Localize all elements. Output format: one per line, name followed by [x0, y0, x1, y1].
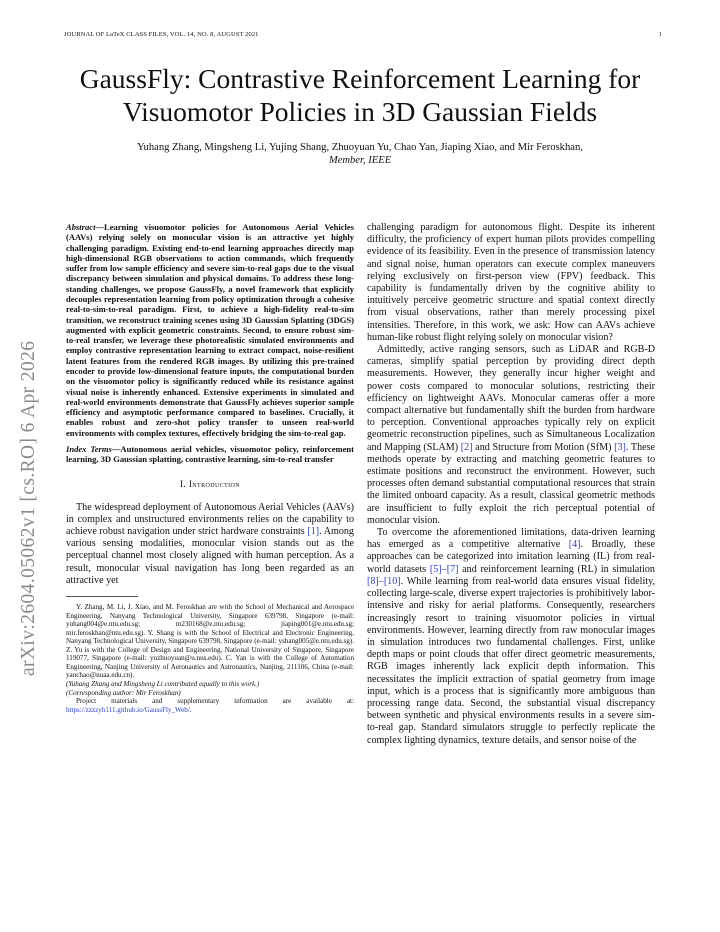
running-header — [64, 31, 662, 38]
author-names: Yuhang Zhang, Mingsheng Li, Yujing Shang, Zhuoyuan Yu, Chao Yan, Jiaping Xiao, and Mir Feroskhan, — [137, 142, 583, 153]
author-block — [40, 141, 680, 167]
index-terms — [66, 444, 354, 465]
footnote-divider — [66, 596, 138, 597]
journal-line: JOURNAL OF LaTeX CLASS FILES, VOL. 14, NO. 8, AUGUST 2021 — [64, 31, 259, 38]
index-terms-label: Index Terms — [66, 443, 112, 454]
affiliation-footnote — [66, 603, 354, 714]
citation-link[interactable]: [1] — [307, 526, 320, 538]
text-run: . — [189, 705, 192, 714]
paper-title: GaussFly: Contrastive Reinforcement Learning for Visuomotor Policies in 3D Gaussian Fields — [79, 63, 641, 127]
project-url-link[interactable]: https://zzzzyh111.github.io/GaussFly_Web/ — [66, 705, 190, 714]
index-terms-text: —Autonomous aerial vehicles, visuomotor policy, reinforcement learning, 3D Gaussian splatting, contrastive learning, sim-to-real transfer — [66, 443, 355, 465]
arxiv-stamp: arXiv:2604.05062v1 [cs.RO] 6 Apr 2026 — [18, 340, 39, 676]
text-run: . Broadly, these approaches can be categorized into imitation learning (IL) from real-world datasets — [367, 539, 656, 575]
right-column — [367, 222, 655, 747]
intro-paragraph-3 — [367, 527, 655, 747]
citation-link[interactable]: [4] — [568, 539, 581, 551]
text-run: To overcome the aforementioned limitations, data-driven learning has emerged as a competitive alternative — [367, 527, 655, 551]
abstract-text: —Learning visuomotor policies for Autonomous Aerial Vehicles (AAVs) relying solely on monocular vision is an attractive yet highly challenging paradigm. Existing end-to-end learning approaches directly map high-dimensional RGB observations to action commands, which frequently suffer from low sample efficiency and severe sim-to-real gaps due to the visual discrepancy between simulation and physical domains. To address these long-standing challenges, we propose GaussFly, a novel framework that explicitly decouples representation learning from policy optimization through a cohesive real-to-sim-to-real paradigm. First, to achieve a high-fidelity real-to-sim transition, we reconstruct training scenes using 3D Gaussian Splatting (3DGS) augmented with explicit geometric constraints. Second, to ensure robust sim-to-real transfer, we leverage these photorealistic simulated environments and employ contrastive representation learning to extract compact, noise-resilient latent features from the rendered RGB images. By utilizing this pre-trained encoder to provide low-dimensional feature inputs, the computational burden on the visuomotor policy is significantly reduced while its resistance against visual noise is inherently enhanced. Extensive experiments in simulated and real-world environments demonstrate that GaussFly achieves superior sample efficiency and asymptotic performance compared to baselines. Crucially, it enables robust and zero-shot policy transfer to unseen real-world environments with complex textures, effectively bridging the sim-to-real gap. — [66, 222, 354, 438]
text-run: . While learning from real-world data ensures visual fidelity, collecting large-scale, diverse expert trajectories is prohibitively labor-intensive and risky for aerial platforms. Consequently, researchers increasingly resort to training visuomotor policies in virtual environments. However, learning directly from raw monocular images in simulation introduces two fundamental challenges. First, unlike depth maps or point clouds that offer direct geometric measurements, RGB images inherently lack explicit depth information. This necessitates the implicit extraction of spatial geometry from image input, which is a process that is significantly more ambiguous than processing range data. Second, the substantial visual discrepancy between synthetic and physical environments results in a severe sim-to-real gap. Standard simulators struggle to perfectly replicate the complex lighting dynamics, texture details, and sensor noise of the — [367, 575, 655, 746]
text-run: The widespread deployment of Autonomous Aerial Vehicles (AAVs) in complex and unstructured environments relies on the capability to achieve robust navigation under strict hardware constraints — [66, 501, 354, 538]
citation-link[interactable]: [3] — [614, 441, 626, 453]
left-column — [66, 222, 354, 714]
corresponding-author-note: (Corresponding author: Mir Feroskhan) — [66, 688, 181, 697]
text-run: . These methods operate by extracting and matching geometric features to estimate positions and reconstruct the environment. However, such processes often demand substantial computational resources that strain the limited onboard capacity. As a result, classical geometric methods are insufficient to fully exploit the rich perceptual potential of monocular vision. — [367, 441, 656, 526]
page-number: 1 — [658, 31, 662, 38]
citation-link[interactable]: [2] — [460, 441, 473, 453]
text-run: Project materials and supplementary information are available at: — [76, 697, 354, 706]
author-membership: Member, IEEE — [328, 155, 392, 166]
project-note — [66, 697, 354, 714]
citation-link[interactable]: [5]–[7] — [429, 563, 459, 575]
text-run: Admittedly, active ranging sensors, such as LiDAR and RGB-D cameras, simplify spatial perception by providing direct depth measurements. However, they generally incur higher weight and power costs compared to monocular solutions, restricting their efficiency on lightweight AAVs. Monocular cameras offer a more compact alternative but fundamentally shift the burden from hardware to perception. Conventional approaches typically rely on explicit geometric reconstruction pipelines, such as Simultaneous Localization and Mapping (SLAM) — [367, 344, 655, 453]
affiliations-text: Y. Zhang, M. Li, J. Xiao, and M. Feroskhan are with the School of Mechanical and Aerospace Engineering, Nanyang Technological University, Singapore 639798, Singapore (e-mail: yuhang004@e.ntu.edu.sg; m230168@e.ntu.edu.sg; jiaping001@e.ntu.edu.sg; mir.feroskhan@ntu.edu.sg). Y. Shang is with the School of Electrical and Electronic Engineering, Nanyang Technological University, Singapore 639798, Singapore (e-mail: yshang005@e.ntu.edu.sg). Z. Yu is with the College of Design and Engineering, National University of Singapore, Singapore 119077, Singapore (e-mail: yuzhuoyuan@u.nus.edu). C. Yan is with the College of Automation Engineering, Nanjing University of Aeronautics and Astronautics, Nanjing, 211106, China (e-mail: yanchao@nuaa.edu.cn). — [66, 603, 354, 680]
section-heading-introduction: I. Introduction — [179, 479, 241, 490]
intro-paragraph-2 — [367, 344, 655, 527]
citation-link[interactable]: [8]–[10] — [367, 575, 401, 587]
abstract-label: Abstract — [66, 222, 96, 232]
text-run: and reinforcement learning (RL) in simulation — [458, 563, 655, 575]
text-run: and Structure from Motion (SfM) — [472, 441, 615, 453]
abstract — [66, 222, 354, 438]
intro-paragraph-continued: challenging paradigm for autonomous flight. Despite its inherent difficulty, the proficiency of expert human pilots provides compelling evidence of its feasibility. Even in the presence of transmission latency and signal noise, human operators can execute complex maneuvers relying exclusively on first-person view (FPV) feedback. This capability is fundamentally driven by the cognitive ability to intuitively perceive geometric structure and spatial context directly from visual observations, rather than merely processing pixel intensities. Therefore, in this work, we ask: How can AAVs achieve human-like robust flight relying solely on monocular vision? — [367, 222, 655, 343]
intro-paragraph-1 — [66, 502, 354, 587]
text-run: . Among various sensing modalities, monocular vision stands out as the perceptual channel most closely aligned with human perception. As a result, monocular visual navigation has long been regarded as an attractive yet — [66, 526, 354, 586]
equal-contribution-note: (Yuhang Zhang and Mingsheng Li contributed equally to this work.) — [66, 680, 260, 689]
